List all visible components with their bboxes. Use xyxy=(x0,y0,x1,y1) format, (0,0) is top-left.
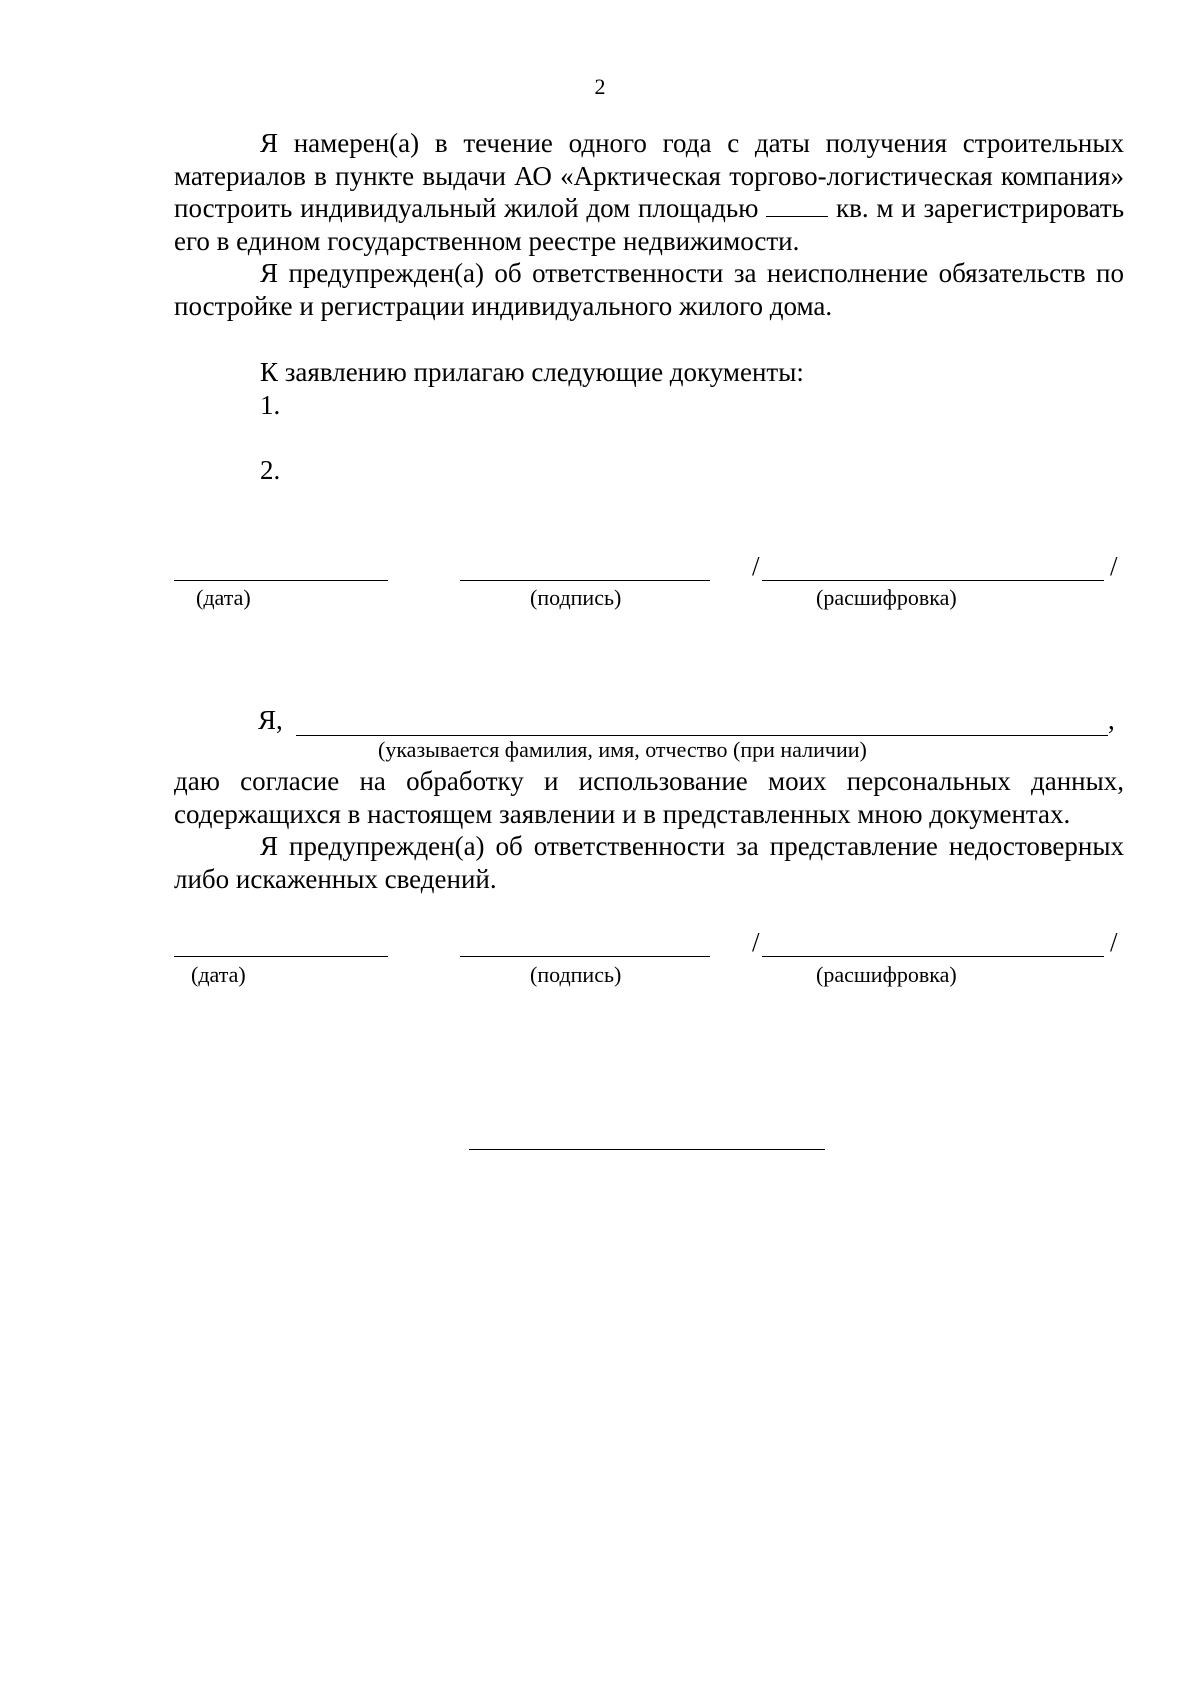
fio-caption: (указывается фамилия, имя, отчество (при наличии) xyxy=(378,737,867,762)
decoding-caption: (расшифровка) xyxy=(816,585,957,610)
signature-line[interactable] xyxy=(460,580,710,581)
date-caption: (дата) xyxy=(196,585,251,610)
decoding-caption: (расшифровка) xyxy=(816,962,957,987)
signature-line[interactable] xyxy=(460,956,710,957)
area-blank[interactable] xyxy=(766,196,828,217)
closing-separator-line xyxy=(469,1149,825,1150)
attachments-heading: К заявлению прилагаю следующие документы: xyxy=(260,357,804,387)
signature-caption: (подпись) xyxy=(530,962,622,987)
date-line[interactable] xyxy=(174,956,388,957)
date-caption: (дата) xyxy=(191,962,246,987)
false-info-warning-paragraph: Я предупрежден(а) об ответственности за представление недостоверных либо искаженных сведений. xyxy=(174,831,1124,894)
consent-comma: , xyxy=(1108,705,1115,735)
attachment-item-1: 1. xyxy=(260,390,281,420)
consent-paragraph: даю согласие на обработку и использование моих персональных данных, содержащихся в настоящем заявлении и в представленных мною документах. xyxy=(174,766,1124,829)
slash-right: / xyxy=(1110,551,1118,581)
intent-text-before: Я намерен(а) в течение одного года с даты получения строительных материалов в пункте выдачи АО «Арктическая торгово-логистическая компания» построить индивидуальный жилой дом площадью xyxy=(174,128,1124,223)
slash-left: / xyxy=(752,551,760,581)
signature-caption: (подпись) xyxy=(530,585,622,610)
date-line[interactable] xyxy=(174,580,388,581)
fio-line[interactable] xyxy=(296,735,1108,736)
liability-warning-paragraph: Я предупрежден(а) об ответственности за неисполнение обязательств по постройке и регистрации индивидуального жилого дома. xyxy=(174,258,1124,321)
slash-left: / xyxy=(752,927,760,957)
intent-text-after: кв. м и зарегистрировать его в едином государственном реестре недвижимости. xyxy=(174,193,1125,256)
attachment-item-2: 2. xyxy=(260,455,281,485)
decoding-line[interactable] xyxy=(762,580,1104,581)
page-number: 2 xyxy=(594,74,606,99)
consent-lead: Я, xyxy=(258,705,283,735)
decoding-line[interactable] xyxy=(762,956,1104,957)
slash-right: / xyxy=(1110,927,1118,957)
intent-paragraph xyxy=(174,127,1124,257)
